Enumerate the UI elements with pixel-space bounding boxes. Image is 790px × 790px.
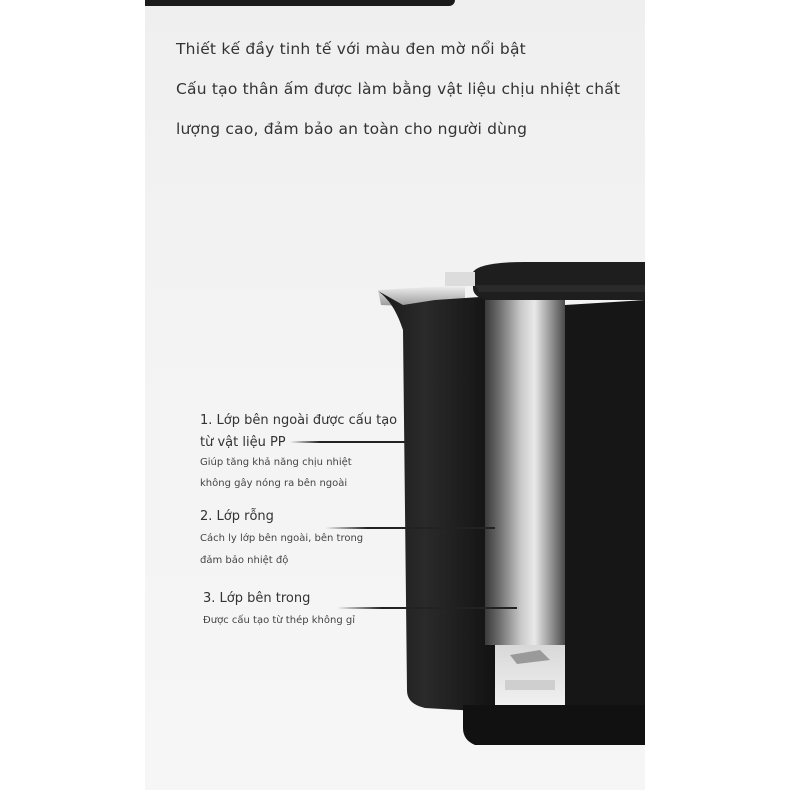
headline-line-2: Cấu tạo thân ấm được làm bằng vật liệu chịu nhiệt chất — [176, 80, 621, 98]
product-panel — [145, 0, 645, 790]
headline-line-3: lượng cao, đảm bảo an toàn cho người dùng — [176, 120, 528, 138]
lid — [473, 262, 645, 300]
layer-1-pointer-line — [290, 441, 410, 443]
layer-1-desc-2: không gây nóng ra bên ngoài — [200, 478, 348, 489]
layer-1-desc-1: Giúp tăng khả năng chịu nhiệt — [200, 457, 352, 468]
layer-1-title: 1. Lớp bên ngoài được cấu tạo — [200, 413, 398, 428]
right-shell — [565, 300, 645, 745]
layer-2-pointer-line — [325, 527, 495, 529]
kettle-illustration — [145, 0, 645, 790]
layer-2-title: 2. Lớp rỗng — [200, 509, 274, 524]
layer-3-title: 3. Lớp bên trong — [203, 591, 311, 606]
layer-1-title-cont: từ vật liệu PP — [200, 435, 286, 450]
layer-3-desc-1: Được cấu tạo từ thép không gỉ — [203, 615, 355, 626]
inner-steel-wall — [485, 290, 565, 645]
headline-line-1: Thiết kế đầy tinh tế với màu đen mờ nổi bật — [176, 40, 526, 58]
layer-2-desc-2: đảm bảo nhiệt độ — [200, 555, 289, 566]
layer-3-pointer-line — [337, 607, 517, 609]
outer-shell — [378, 291, 495, 712]
layer-2-desc-1: Cách ly lớp bên ngoài, bên trong — [200, 533, 364, 544]
